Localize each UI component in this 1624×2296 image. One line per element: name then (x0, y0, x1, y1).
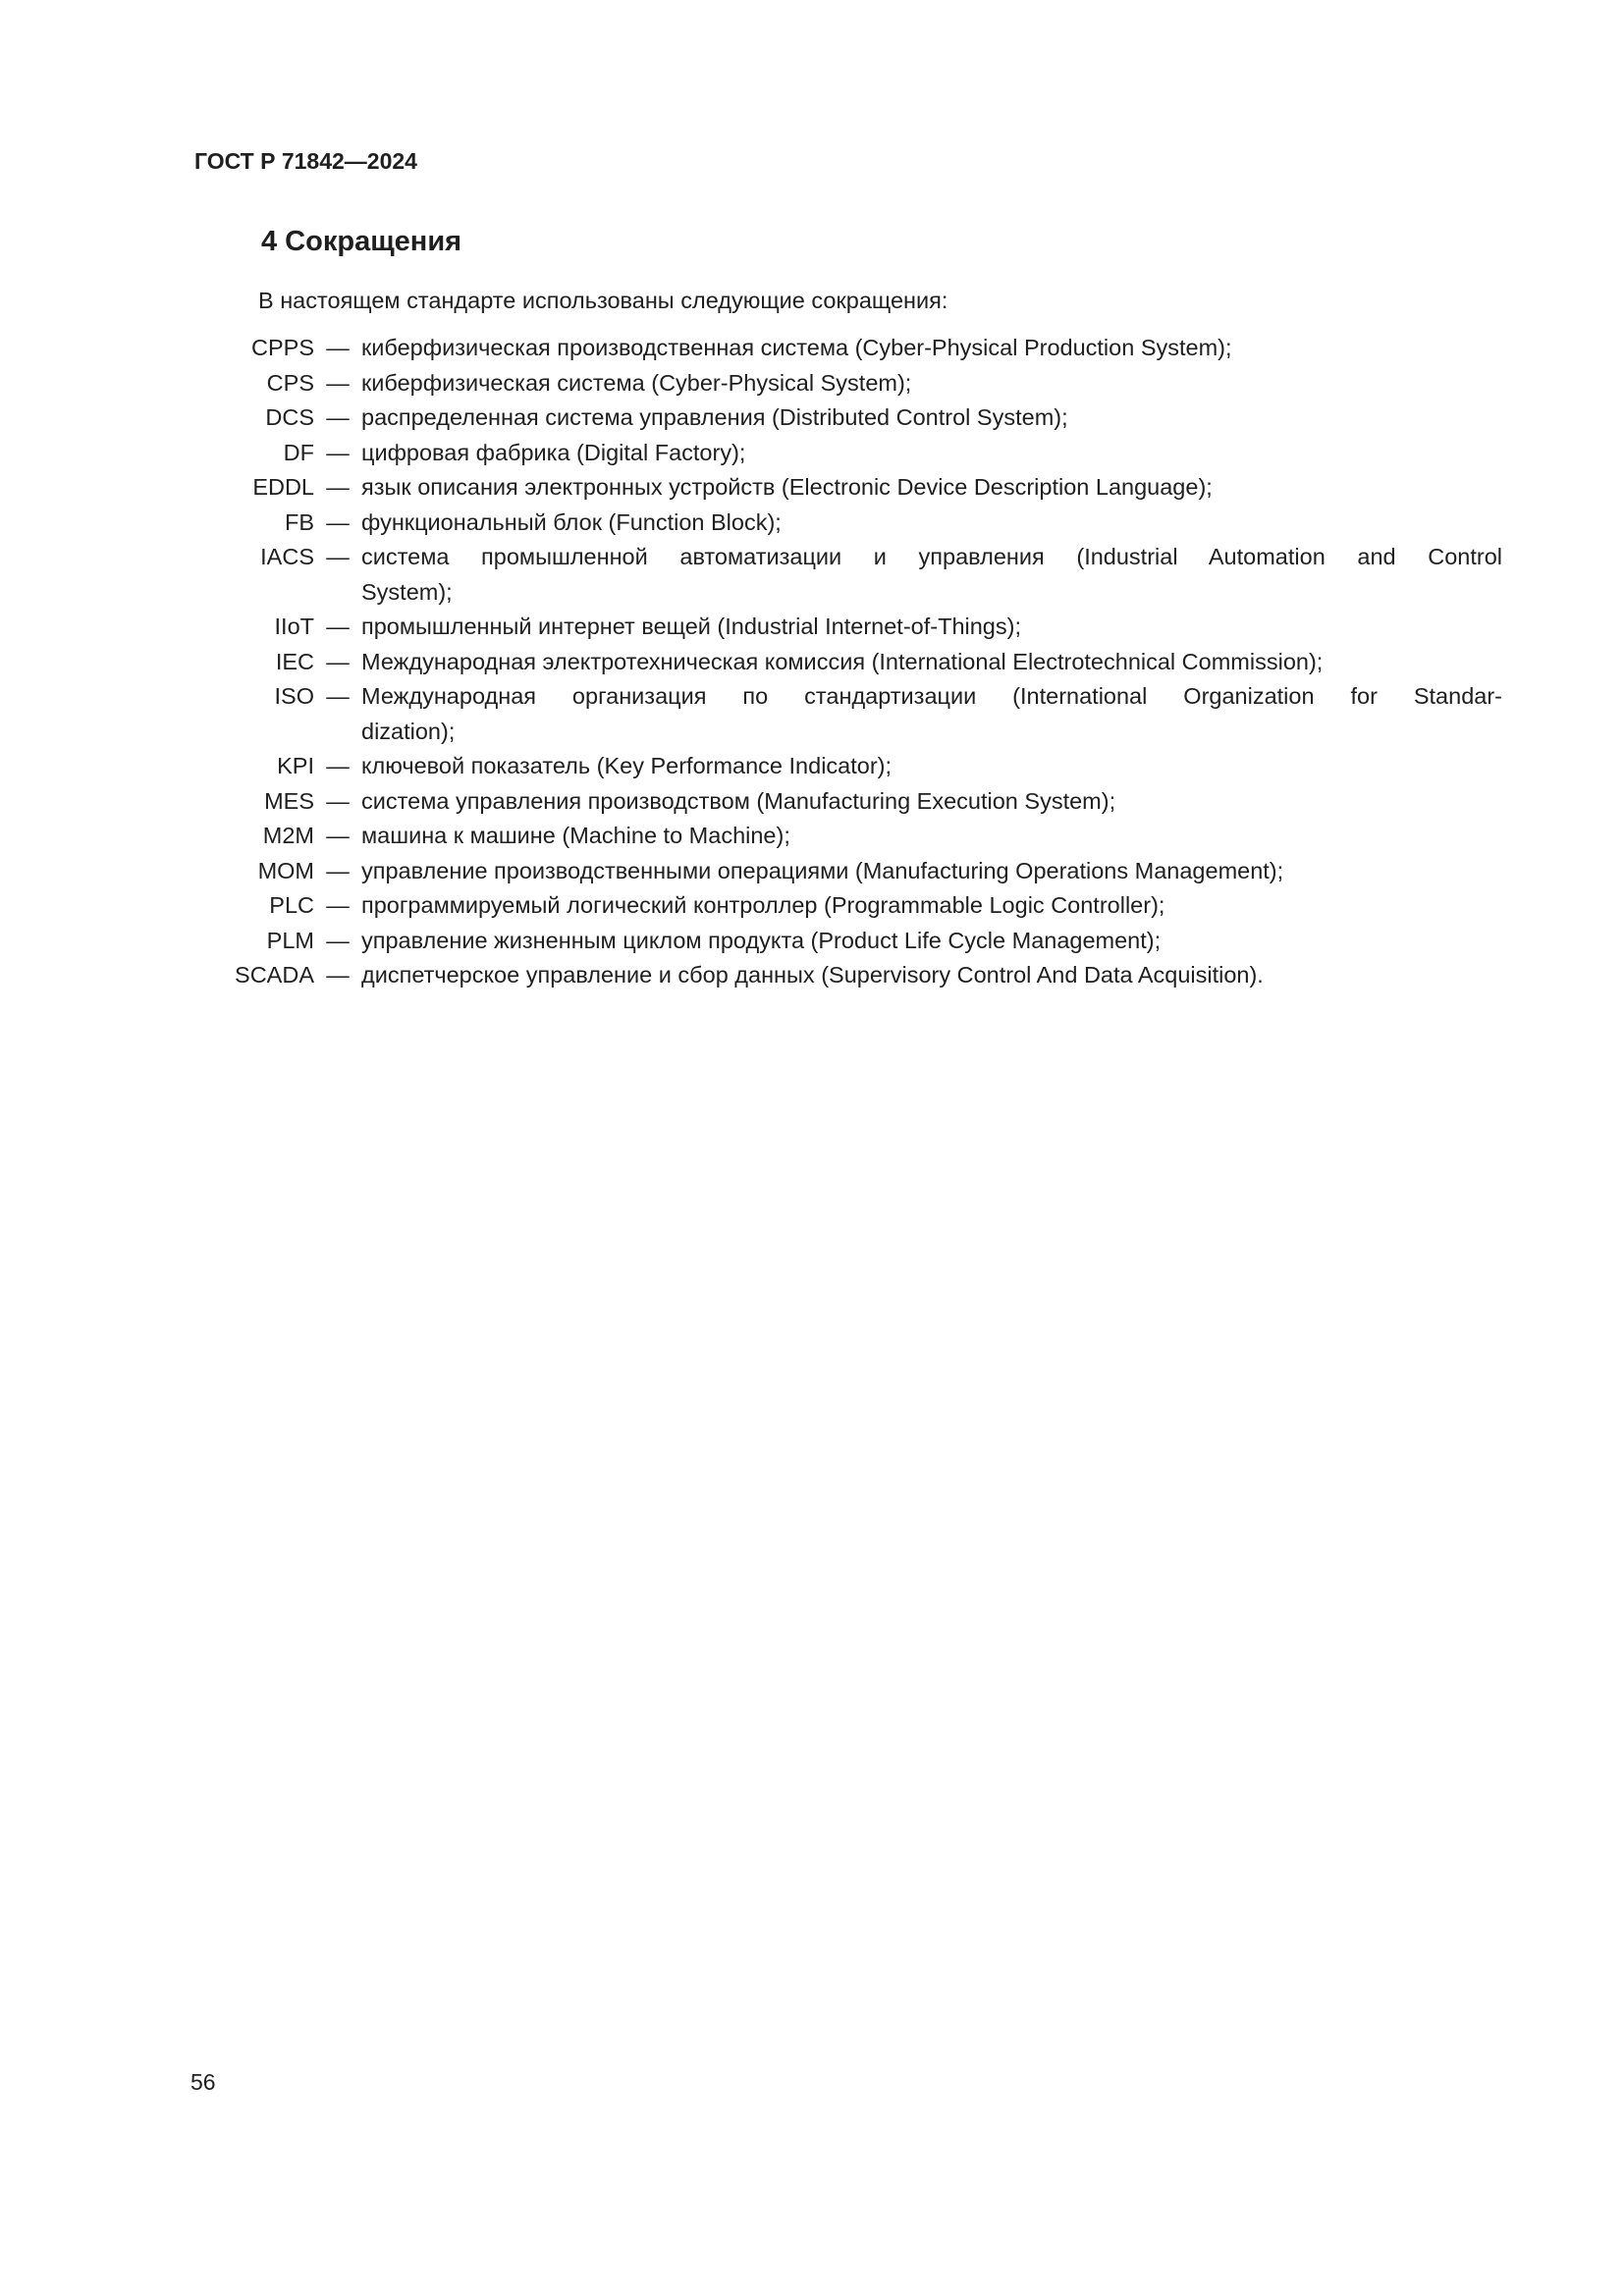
em-dash: — (326, 474, 350, 500)
abbr-term: IIoT (274, 614, 314, 639)
em-dash: — (326, 927, 350, 953)
abbr-term: IACS (260, 544, 314, 569)
abbr-term: PLM (266, 927, 314, 953)
em-dash: — (326, 335, 350, 360)
definition-line: система промышленной автоматизации и управления (Industrial Automation and Control (361, 544, 1502, 569)
abbr-definition (361, 540, 1502, 610)
list-item (157, 819, 1502, 854)
abbr-definition (361, 506, 1502, 541)
em-dash: — (326, 857, 350, 883)
definition-line: System); (361, 578, 453, 605)
list-item (157, 854, 1502, 889)
definition-line: dization); (361, 718, 456, 744)
em-dash: — (326, 962, 350, 988)
em-dash: — (326, 753, 350, 778)
abbr-term: DF (283, 439, 314, 465)
list-item (157, 400, 1502, 436)
definition-line: распределенная система управления (Distributed Control System); (361, 404, 1068, 430)
abbr-definition (361, 436, 1502, 471)
definition-line: киберфизическая система (Cyber-Physical System); (361, 369, 912, 396)
running-header: ГОСТ Р 71842—2024 (194, 148, 417, 174)
abbr-definition (361, 470, 1502, 506)
definition-line: язык описания электронных устройств (Electronic Device Description Language); (361, 474, 1213, 500)
abbr-term: ISO (274, 683, 314, 709)
list-item (157, 645, 1502, 680)
em-dash: — (326, 614, 350, 639)
abbr-term: CPS (266, 369, 314, 396)
abbr-definition (361, 366, 1502, 401)
abbr-term: KPI (277, 753, 314, 778)
list-item (157, 506, 1502, 541)
list-item (157, 331, 1502, 366)
definition-line: промышленный интернет вещей (Industrial Internet-of-Things); (361, 614, 1021, 639)
abbr-term: DCS (265, 404, 314, 430)
list-item (157, 366, 1502, 401)
abbr-term: EDDL (252, 474, 314, 500)
abbr-term: CPPS (251, 335, 314, 360)
definition-line: программируемый логический контроллер (Programmable Logic Controller); (361, 892, 1165, 918)
definition-line: киберфизическая производственная система (Cyber-Physical Production System); (361, 335, 1232, 360)
abbr-term: MOM (257, 857, 314, 883)
em-dash: — (326, 648, 350, 674)
definition-line: цифровая фабрика (Digital Factory); (361, 439, 746, 465)
page-number: 56 (190, 2069, 216, 2095)
definition-line: ключевой показатель (Key Performance Indicator); (361, 753, 893, 778)
list-item (157, 888, 1502, 924)
em-dash: — (326, 404, 350, 430)
definition-line: машина к машине (Machine to Machine); (361, 823, 790, 848)
abbr-definition (361, 924, 1502, 959)
list-item (157, 749, 1502, 784)
abbreviation-list (157, 331, 1502, 993)
abbr-definition (361, 749, 1502, 784)
definition-line: управление жизненным циклом продукта (Product Life Cycle Management); (361, 927, 1162, 953)
abbr-term: M2M (262, 823, 314, 848)
definition-line: функциональный блок (Function Block); (361, 508, 782, 535)
abbr-definition (361, 645, 1502, 680)
list-item (157, 679, 1502, 749)
abbr-definition (361, 854, 1502, 889)
em-dash: — (326, 683, 350, 709)
abbr-definition (361, 784, 1502, 820)
em-dash: — (326, 892, 350, 918)
definition-line: диспетчерское управление и сбор данных (Supervisory Control And Data Acquisition). (361, 962, 1264, 988)
em-dash: — (326, 787, 350, 814)
abbr-term: FB (284, 508, 314, 535)
abbr-definition (361, 819, 1502, 854)
intro-paragraph: В настоящем стандарте использованы следующие сокращения: (258, 288, 948, 313)
abbr-term: MES (264, 787, 314, 814)
section-title: 4 Сокращения (261, 226, 462, 257)
em-dash: — (326, 508, 350, 535)
abbr-definition (361, 888, 1502, 924)
abbr-definition (361, 400, 1502, 436)
abbr-term: PLC (269, 892, 314, 918)
abbr-definition (361, 679, 1502, 749)
definition-line: система управления производством (Manufacturing Execution System); (361, 787, 1116, 814)
list-item (157, 610, 1502, 645)
em-dash: — (326, 439, 350, 465)
definition-line: управление производственными операциями (Manufacturing Operations Management); (361, 857, 1284, 883)
definition-line: Международная электротехническая комиссия (International Electrotechnical Commission); (361, 648, 1324, 674)
list-item (157, 436, 1502, 471)
abbr-definition (361, 610, 1502, 645)
list-item (157, 784, 1502, 820)
definition-line: Международная организация по стандартизации (International Organization for Standar- (361, 683, 1502, 709)
abbr-term: SCADA (235, 962, 314, 988)
abbr-definition (361, 331, 1502, 366)
list-item (157, 540, 1502, 610)
em-dash: — (326, 544, 350, 569)
list-item (157, 470, 1502, 506)
list-item (157, 924, 1502, 959)
abbr-definition (361, 958, 1502, 993)
list-item (157, 958, 1502, 993)
em-dash: — (326, 823, 350, 848)
abbr-term: IEC (275, 648, 314, 674)
em-dash: — (326, 369, 350, 396)
